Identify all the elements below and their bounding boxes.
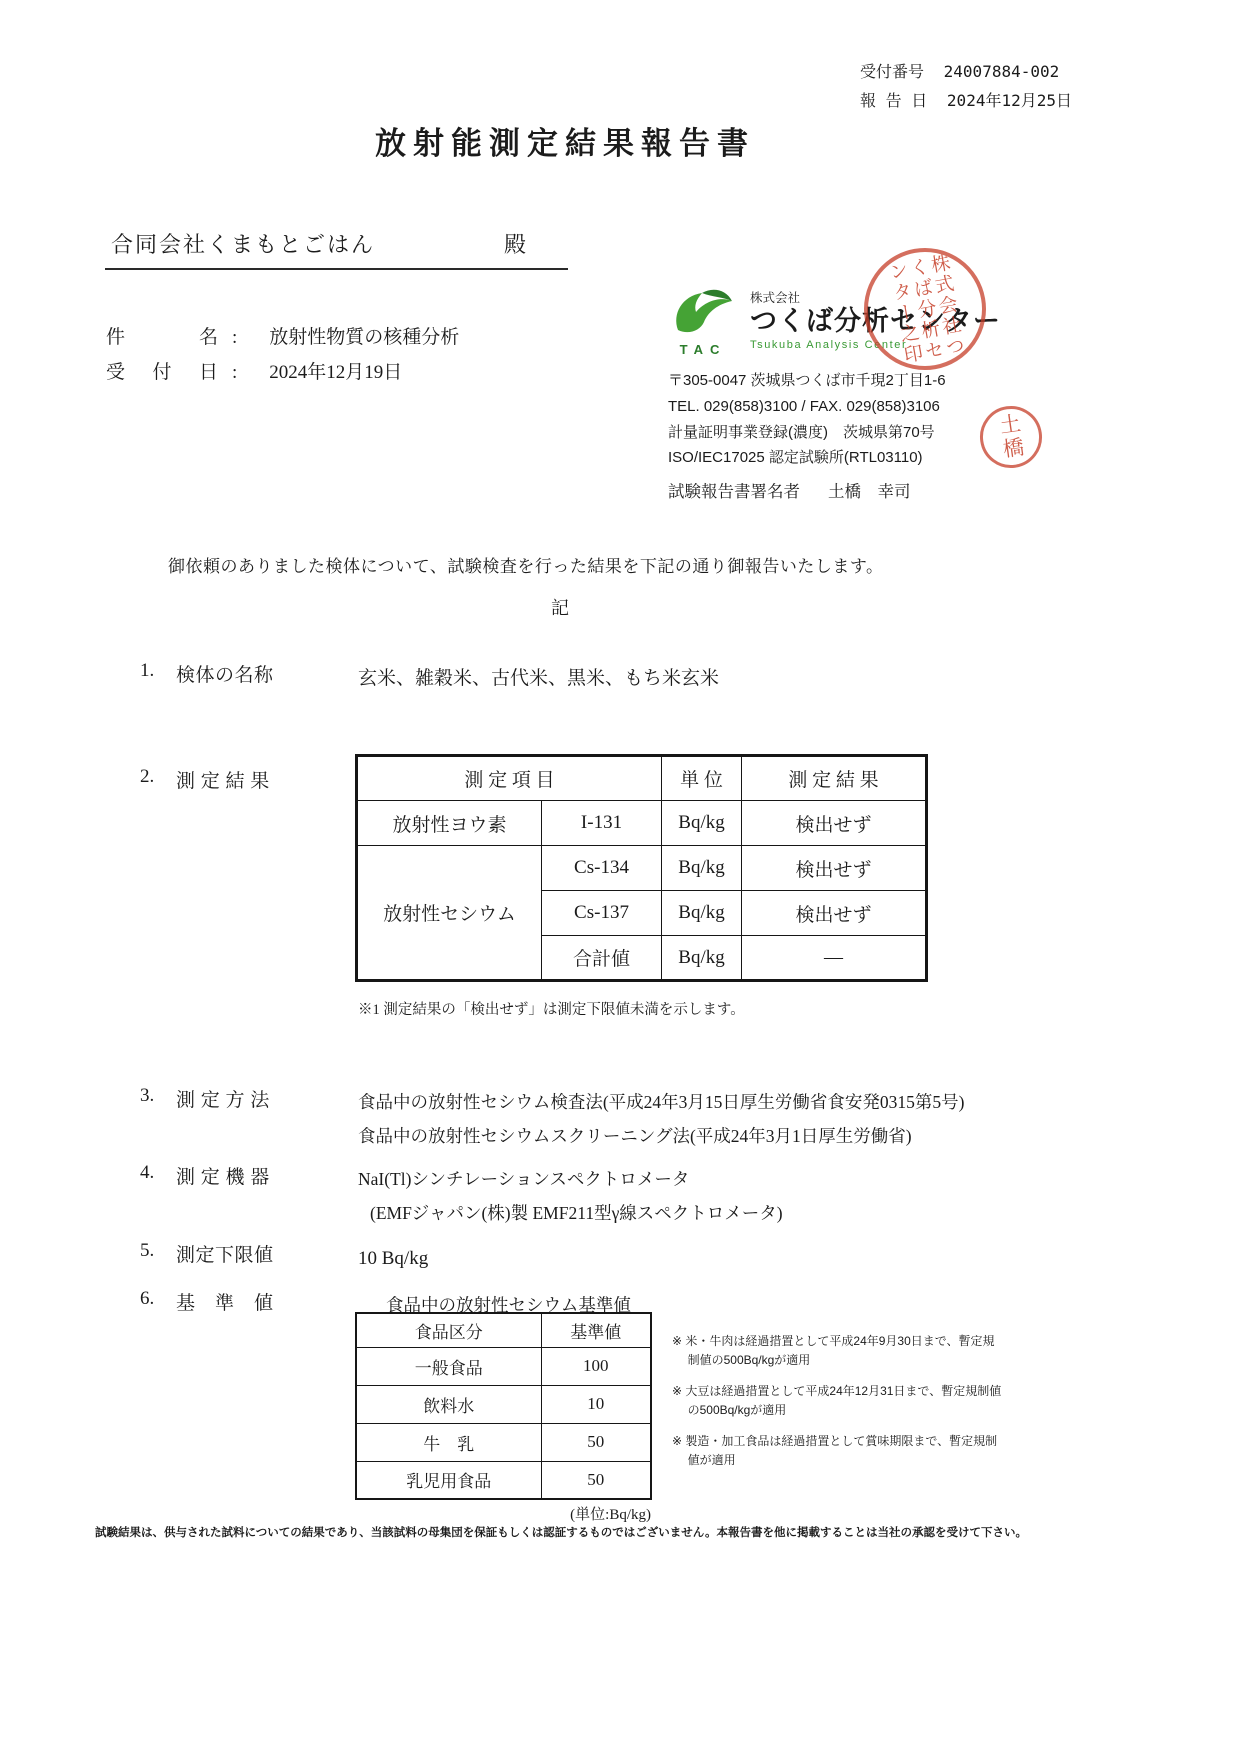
section-number: 1. — [140, 660, 155, 681]
report-date-label: 報 告 日 — [860, 90, 928, 110]
standards-note: ※ 製造・加工食品は経過措置として賞味期限まで、暫定規制値が適用 — [672, 1434, 998, 1467]
standards-unit-note: (単位:Bq/kg) — [570, 1507, 651, 1523]
subject-colon: : — [232, 327, 238, 348]
result-value: 検出せず — [742, 846, 927, 891]
method-line-1: 食品中の放射性セシウム検査法(平成24年3月15日厚生労働省食安発0315第5号) — [358, 1092, 965, 1112]
section-label: 測定下限値 — [176, 1245, 274, 1266]
laboratory-logo — [668, 286, 738, 357]
tac-logo-text: TAC — [679, 342, 727, 357]
laboratory-details — [668, 368, 1108, 471]
signer-row — [668, 478, 1108, 502]
subject-label: 件 名 — [106, 327, 218, 348]
standards-row — [356, 1423, 651, 1461]
addressee-honorific: 殿 — [503, 232, 526, 257]
result-nuclide: Cs-137 — [542, 891, 662, 936]
signer-seal-text: 土橋 — [995, 411, 1027, 463]
measurement-instrument-text — [358, 1162, 783, 1230]
section-label: 基 準 値 — [176, 1293, 274, 1314]
received-date-value: 2024年12月19日 — [269, 362, 403, 384]
result-nuclide: 合計値 — [542, 936, 662, 981]
instrument-line-2: (EMFジャパン(株)製 EMF211型γ線スペクトロメータ) — [370, 1203, 783, 1224]
section-label: 測 定 機 器 — [176, 1167, 270, 1188]
tac-logo-icon — [670, 323, 736, 340]
section-label: 測 定 結 果 — [176, 771, 270, 792]
standards-heading: 食品中の放射性セシウム基準値 — [386, 1295, 631, 1315]
result-category: 放射性セシウム — [357, 846, 542, 981]
standards-category: 牛 乳 — [356, 1423, 541, 1461]
section-label: 検体の名称 — [176, 665, 274, 686]
standards-notes — [672, 1332, 1002, 1483]
result-row — [357, 801, 927, 846]
subject-value: 放射性物質の核種分析 — [269, 327, 460, 348]
standards-value: 100 — [541, 1347, 651, 1385]
standards-header-category: 食品区分 — [356, 1313, 541, 1347]
standards-category: 乳児用食品 — [356, 1461, 541, 1499]
standards-value: 10 — [541, 1385, 651, 1423]
laboratory-accreditation: ISO/IEC17025 認定試験所(RTL03110) — [668, 449, 923, 467]
receipt-number-label: 受付番号 — [860, 62, 925, 81]
standards-note: ※ 大豆は経過措置として平成24年12月31日まで、暫定規制値の500Bq/kgが適用 — [672, 1384, 1002, 1417]
section-number: 6. — [140, 1288, 155, 1309]
section-measurement-result — [140, 766, 358, 793]
laboratory-address: 〒305-0047 茨城県つくば市千現2丁目1-6 — [668, 372, 946, 389]
section-detection-limit — [140, 1240, 428, 1277]
report-title: 放射能測定結果報告書 — [375, 126, 755, 161]
laboratory-tel-fax: TEL. 029(858)3100 / FAX. 029(858)3106 — [668, 397, 940, 415]
section-sample-name — [140, 660, 719, 697]
result-row — [357, 846, 927, 891]
laboratory-registration: 計量証明事業登録(濃度) 茨城県第70号 — [668, 423, 935, 441]
case-info — [106, 320, 459, 390]
result-header-result: 測 定 結 果 — [742, 756, 927, 801]
report-date-row — [860, 87, 1072, 116]
section-number: 2. — [140, 766, 155, 787]
result-nuclide: Cs-134 — [542, 846, 662, 891]
result-value: 検出せず — [742, 801, 927, 846]
result-table-note: ※1 測定結果の「検出せず」は測定下限値未満を示します。 — [358, 1002, 745, 1018]
standards-header-row — [356, 1313, 651, 1347]
standards-category: 飲料水 — [356, 1385, 541, 1423]
received-date-row — [106, 355, 459, 390]
receipt-number-value: 24007884-002 — [943, 62, 1060, 81]
signer-name: 土橋 幸司 — [828, 483, 911, 502]
signer-label: 試験報告書署名者 — [668, 483, 800, 502]
receipt-info — [860, 58, 1072, 116]
received-date-colon: : — [232, 362, 238, 384]
standards-value: 50 — [541, 1461, 651, 1499]
company-name-english: Tsukuba Analysis Center — [750, 339, 908, 352]
method-line-2: 食品中の放射性セシウムスクリーニング法(平成24年3月1日厚生労働省) — [358, 1126, 912, 1147]
section-label: 測 定 方 法 — [176, 1090, 270, 1111]
standards-row — [356, 1461, 651, 1499]
standards-row — [356, 1347, 651, 1385]
section-measurement-instrument — [140, 1162, 783, 1230]
instrument-line-1: NaI(Tl)シンチレーションスペクトロメータ — [358, 1169, 690, 1189]
subject-row — [106, 320, 459, 355]
result-unit: Bq/kg — [662, 846, 742, 891]
result-nuclide: I-131 — [542, 801, 662, 846]
record-mark: 記 — [551, 598, 569, 618]
sample-name-value: 玄米、雑穀米、古代米、黒米、もち米玄米 — [358, 668, 720, 689]
standards-note: ※ 米・牛肉は経過措置として平成24年9月30日まで、暫定規制値の500Bq/kgが適用 — [672, 1334, 995, 1367]
result-category: 放射性ヨウ素 — [357, 801, 542, 846]
result-value: ― — [742, 936, 927, 981]
footer-disclaimer: 試験結果は、供与された試料についての結果であり、当該試料の母集団を保証もしくは認証するものではございません。本報告書を他に掲載することは当社の承認を受けて下さい。 — [95, 1527, 1027, 1539]
addressee-name: 合同会社くまもとごはん — [111, 232, 376, 257]
addressee-line — [105, 228, 568, 270]
standards-table — [355, 1312, 652, 1500]
intro-paragraph: 御依頼のありました検体について、試験検査を行った結果を下記の通り御報告いたします。 — [168, 557, 884, 576]
result-header-item: 測 定 項 目 — [357, 756, 662, 801]
section-number: 3. — [140, 1085, 155, 1106]
section-number: 4. — [140, 1162, 155, 1183]
result-header-row — [357, 756, 927, 801]
result-unit: Bq/kg — [662, 801, 742, 846]
company-name: つくば分析センター — [750, 306, 1001, 336]
company-prefix: 株式会社 — [750, 291, 801, 305]
receipt-number-row — [860, 58, 1072, 87]
result-header-unit: 単 位 — [662, 756, 742, 801]
result-unit: Bq/kg — [662, 891, 742, 936]
result-unit: Bq/kg — [662, 936, 742, 981]
standards-row — [356, 1385, 651, 1423]
section-measurement-method — [140, 1085, 964, 1153]
detection-limit-value: 10 Bq/kg — [358, 1248, 429, 1269]
result-value: 検出せず — [742, 891, 927, 936]
report-date-value: 2024年12月25日 — [946, 90, 1072, 110]
measurement-result-table — [355, 754, 928, 982]
standards-value: 50 — [541, 1423, 651, 1461]
standards-category: 一般食品 — [356, 1347, 541, 1385]
standards-header-value: 基準値 — [541, 1313, 651, 1347]
company-seal-text: 株式会社つくば分析センター之印 — [884, 251, 966, 367]
received-date-label: 受 付 日 — [106, 362, 218, 384]
section-number: 5. — [140, 1240, 155, 1261]
measurement-method-text — [358, 1085, 964, 1153]
